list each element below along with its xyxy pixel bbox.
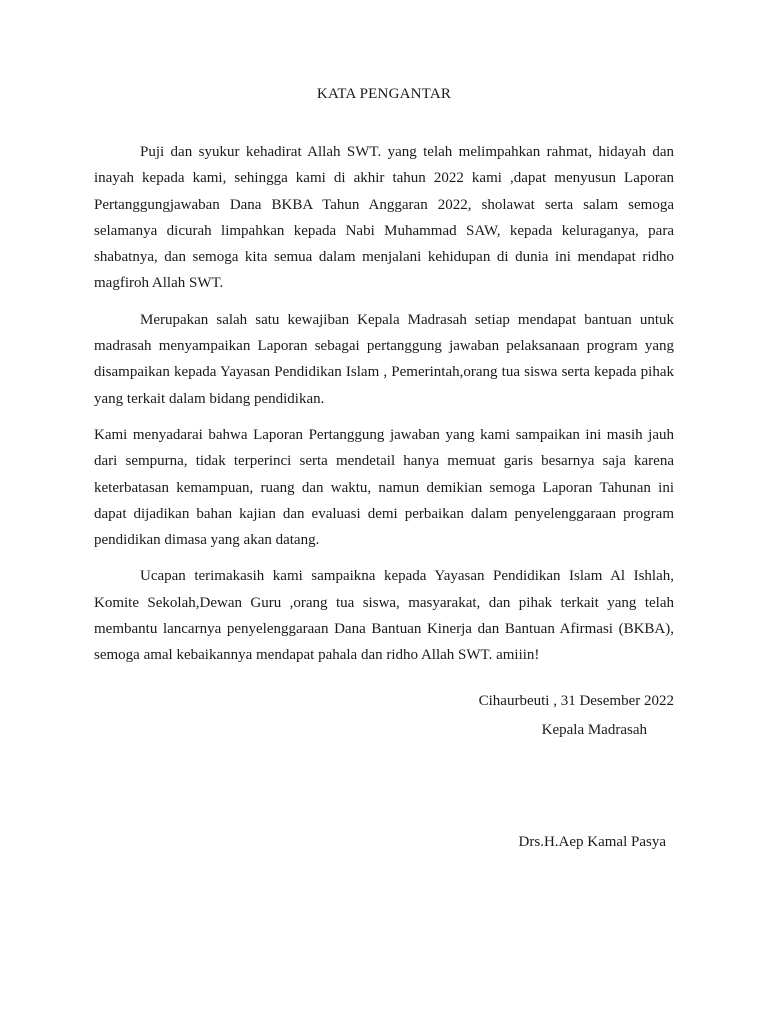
paragraph-opening: Puji dan syukur kehadirat Allah SWT. yang telah melimpahkan rahmat, hidayah dan inayah kepada kami, sehingga kami di akhir tahun 2022 kami ,dapat menyusun Laporan Pertanggungjawaban Dana BKBA Tahun Anggaran 2022, sholawat serta salam semoga selamanya dicurah limpahkan kepada Nabi Muhammad SAW, kepada keluraganya, para shabatnya, dan semoga kita semua dalam menjalani kehidupan di dunia ini mendapat ridho magfiroh Allah SWT.	[94, 144, 674, 292]
closing-role: Kepala Madrasah	[541, 722, 647, 738]
paragraph-obligation: Merupakan salah satu kewajiban Kepala Madrasah setiap mendapat bantuan untuk madrasah menyampaikan Laporan sebagai pertanggung jawaban pelaksanaan program yang disampaikan kepada Yayasan Pendidikan Islam , Pemerintah,orang tua siswa serta kepada pihak yang terkait dalam bidang pendidikan.	[94, 311, 674, 407]
document-title: KATA PENGANTAR	[316, 86, 452, 102]
closing-place-date: Cihaurbeuti , 31 Desember 2022	[478, 693, 674, 709]
signer-name: Drs.H.Aep Kamal Pasya	[518, 834, 666, 850]
paragraph-thanks: Ucapan terimakasih kami sampaikna kepada Yayasan Pendidikan Islam Al Ishlah, Komite Sekolah,Dewan Guru ,orang tua siswa, masyarakat, dan pihak terkait yang telah membantu lancarnya penyelenggaraan Dana Bantuan Kinerja dan Bantuan Afirmasi (BKBA), semoga amal kebaikannya mendapat pahala dan ridho Allah SWT. amiiin!	[94, 568, 674, 664]
paragraph-limitations: Kami menyadarai bahwa Laporan Pertanggung jawaban yang kami sampaikan ini masih jauh dari sempurna, tidak terperinci serta mendetail hanya memuat garis besarnya saja karena keterbatasan kemampuan, ruang dan waktu, namun demikian semoga Laporan Tahunan ini dapat dijadikan bahan kajian dan evaluasi demi perbaikan dalam penyelenggaraan program pendidikan dimasa yang akan datang.	[94, 426, 674, 549]
document-body	[94, 139, 674, 679]
